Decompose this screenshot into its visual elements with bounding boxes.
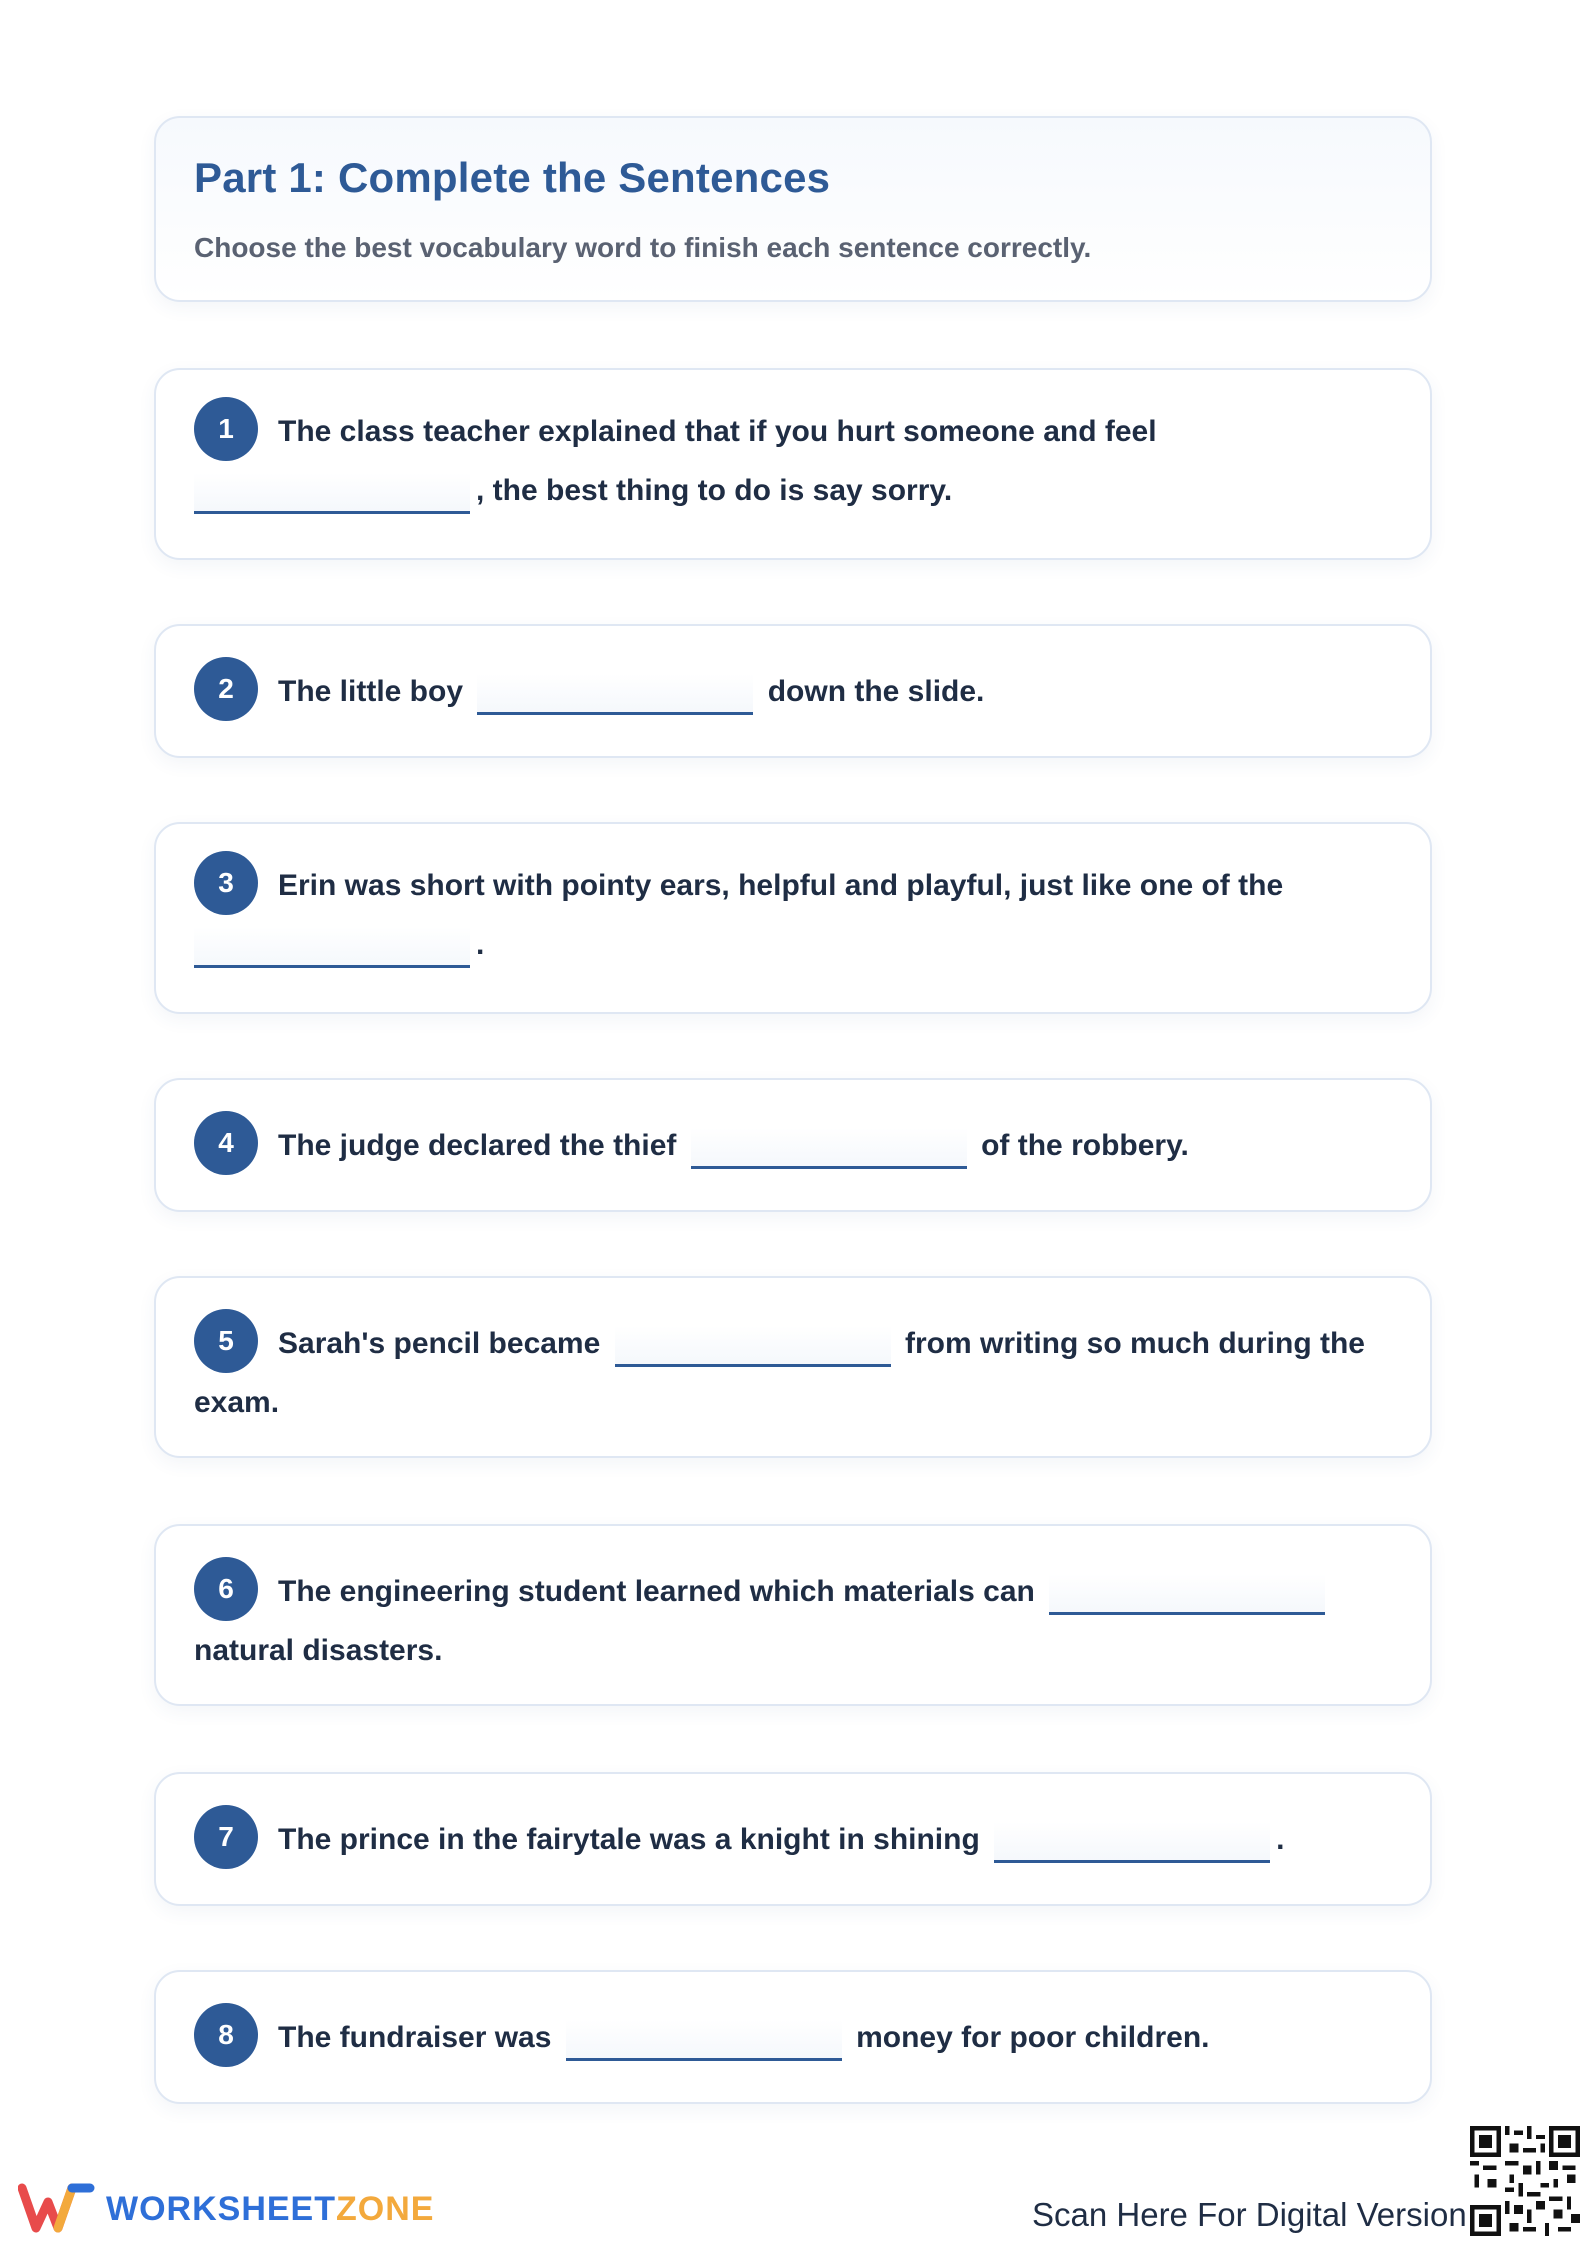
question-text-before: The judge declared the thief <box>278 1129 677 1162</box>
instructions-card <box>154 116 1432 302</box>
question-card-1 <box>154 368 1432 560</box>
question-card-8 <box>154 1970 1432 2104</box>
question-text-before: The prince in the fairytale was a knight in shining <box>278 1823 980 1856</box>
brand-wordmark: WORKSHEETZONE <box>106 2190 435 2228</box>
question-number-badge: 7 <box>194 1805 258 1869</box>
question-text-before: The class teacher explained that if you hurt someone and feel <box>278 415 1157 448</box>
answer-blank-6[interactable] <box>1049 1574 1325 1615</box>
question-text-before: The fundraiser was <box>278 2021 552 2054</box>
answer-blank-1[interactable] <box>194 473 470 514</box>
answer-blank-7[interactable] <box>994 1822 1270 1863</box>
question-card-7 <box>154 1772 1432 1906</box>
question-text-before: Sarah's pencil became <box>278 1327 601 1360</box>
answer-blank-3[interactable] <box>194 927 470 968</box>
question-number-badge: 5 <box>194 1309 258 1373</box>
question-text-before: The little boy <box>278 675 464 708</box>
question-text-after: down the slide. <box>767 675 985 708</box>
question-text-after: of the robbery. <box>981 1129 1189 1162</box>
question-card-3 <box>154 822 1432 1014</box>
question-card-2 <box>154 624 1432 758</box>
instructions-text: Choose the best vocabulary word to finish each sentence correctly. <box>194 232 1092 263</box>
answer-blank-8[interactable] <box>566 2020 842 2061</box>
question-text-before: Erin was short with pointy ears, helpful and playful, just like one of the <box>278 869 1284 902</box>
worksheetzone-logo-icon <box>18 2180 98 2236</box>
question-number-badge: 3 <box>194 851 258 915</box>
question-number-badge: 2 <box>194 657 258 721</box>
question-card-6 <box>154 1524 1432 1706</box>
question-text-after: natural disasters. <box>194 1634 443 1668</box>
question-text-after: , the best thing to do is say sorry. <box>476 474 953 508</box>
question-text-after: . <box>1276 1823 1285 1856</box>
question-number-badge: 8 <box>194 2003 258 2067</box>
scan-instruction: Scan Here For Digital Version <box>1032 2196 1467 2233</box>
question-text-after: money for poor children. <box>856 2021 1210 2054</box>
answer-blank-2[interactable] <box>477 674 753 715</box>
answer-blank-4[interactable] <box>691 1128 967 1169</box>
question-text-after: . <box>476 928 485 962</box>
question-number-badge: 4 <box>194 1111 258 1175</box>
question-card-5 <box>154 1276 1432 1458</box>
question-number-badge: 1 <box>194 397 258 461</box>
question-card-4 <box>154 1078 1432 1212</box>
answer-blank-5[interactable] <box>615 1326 891 1367</box>
qr-code-icon[interactable] <box>1470 2126 1580 2236</box>
question-text-before: The engineering student learned which materials can <box>278 1575 1035 1608</box>
page-title: Part 1: Complete the Sentences <box>194 154 831 201</box>
question-text-after: from writing so much during the exam. <box>194 1327 1365 1420</box>
question-number-badge: 6 <box>194 1557 258 1621</box>
